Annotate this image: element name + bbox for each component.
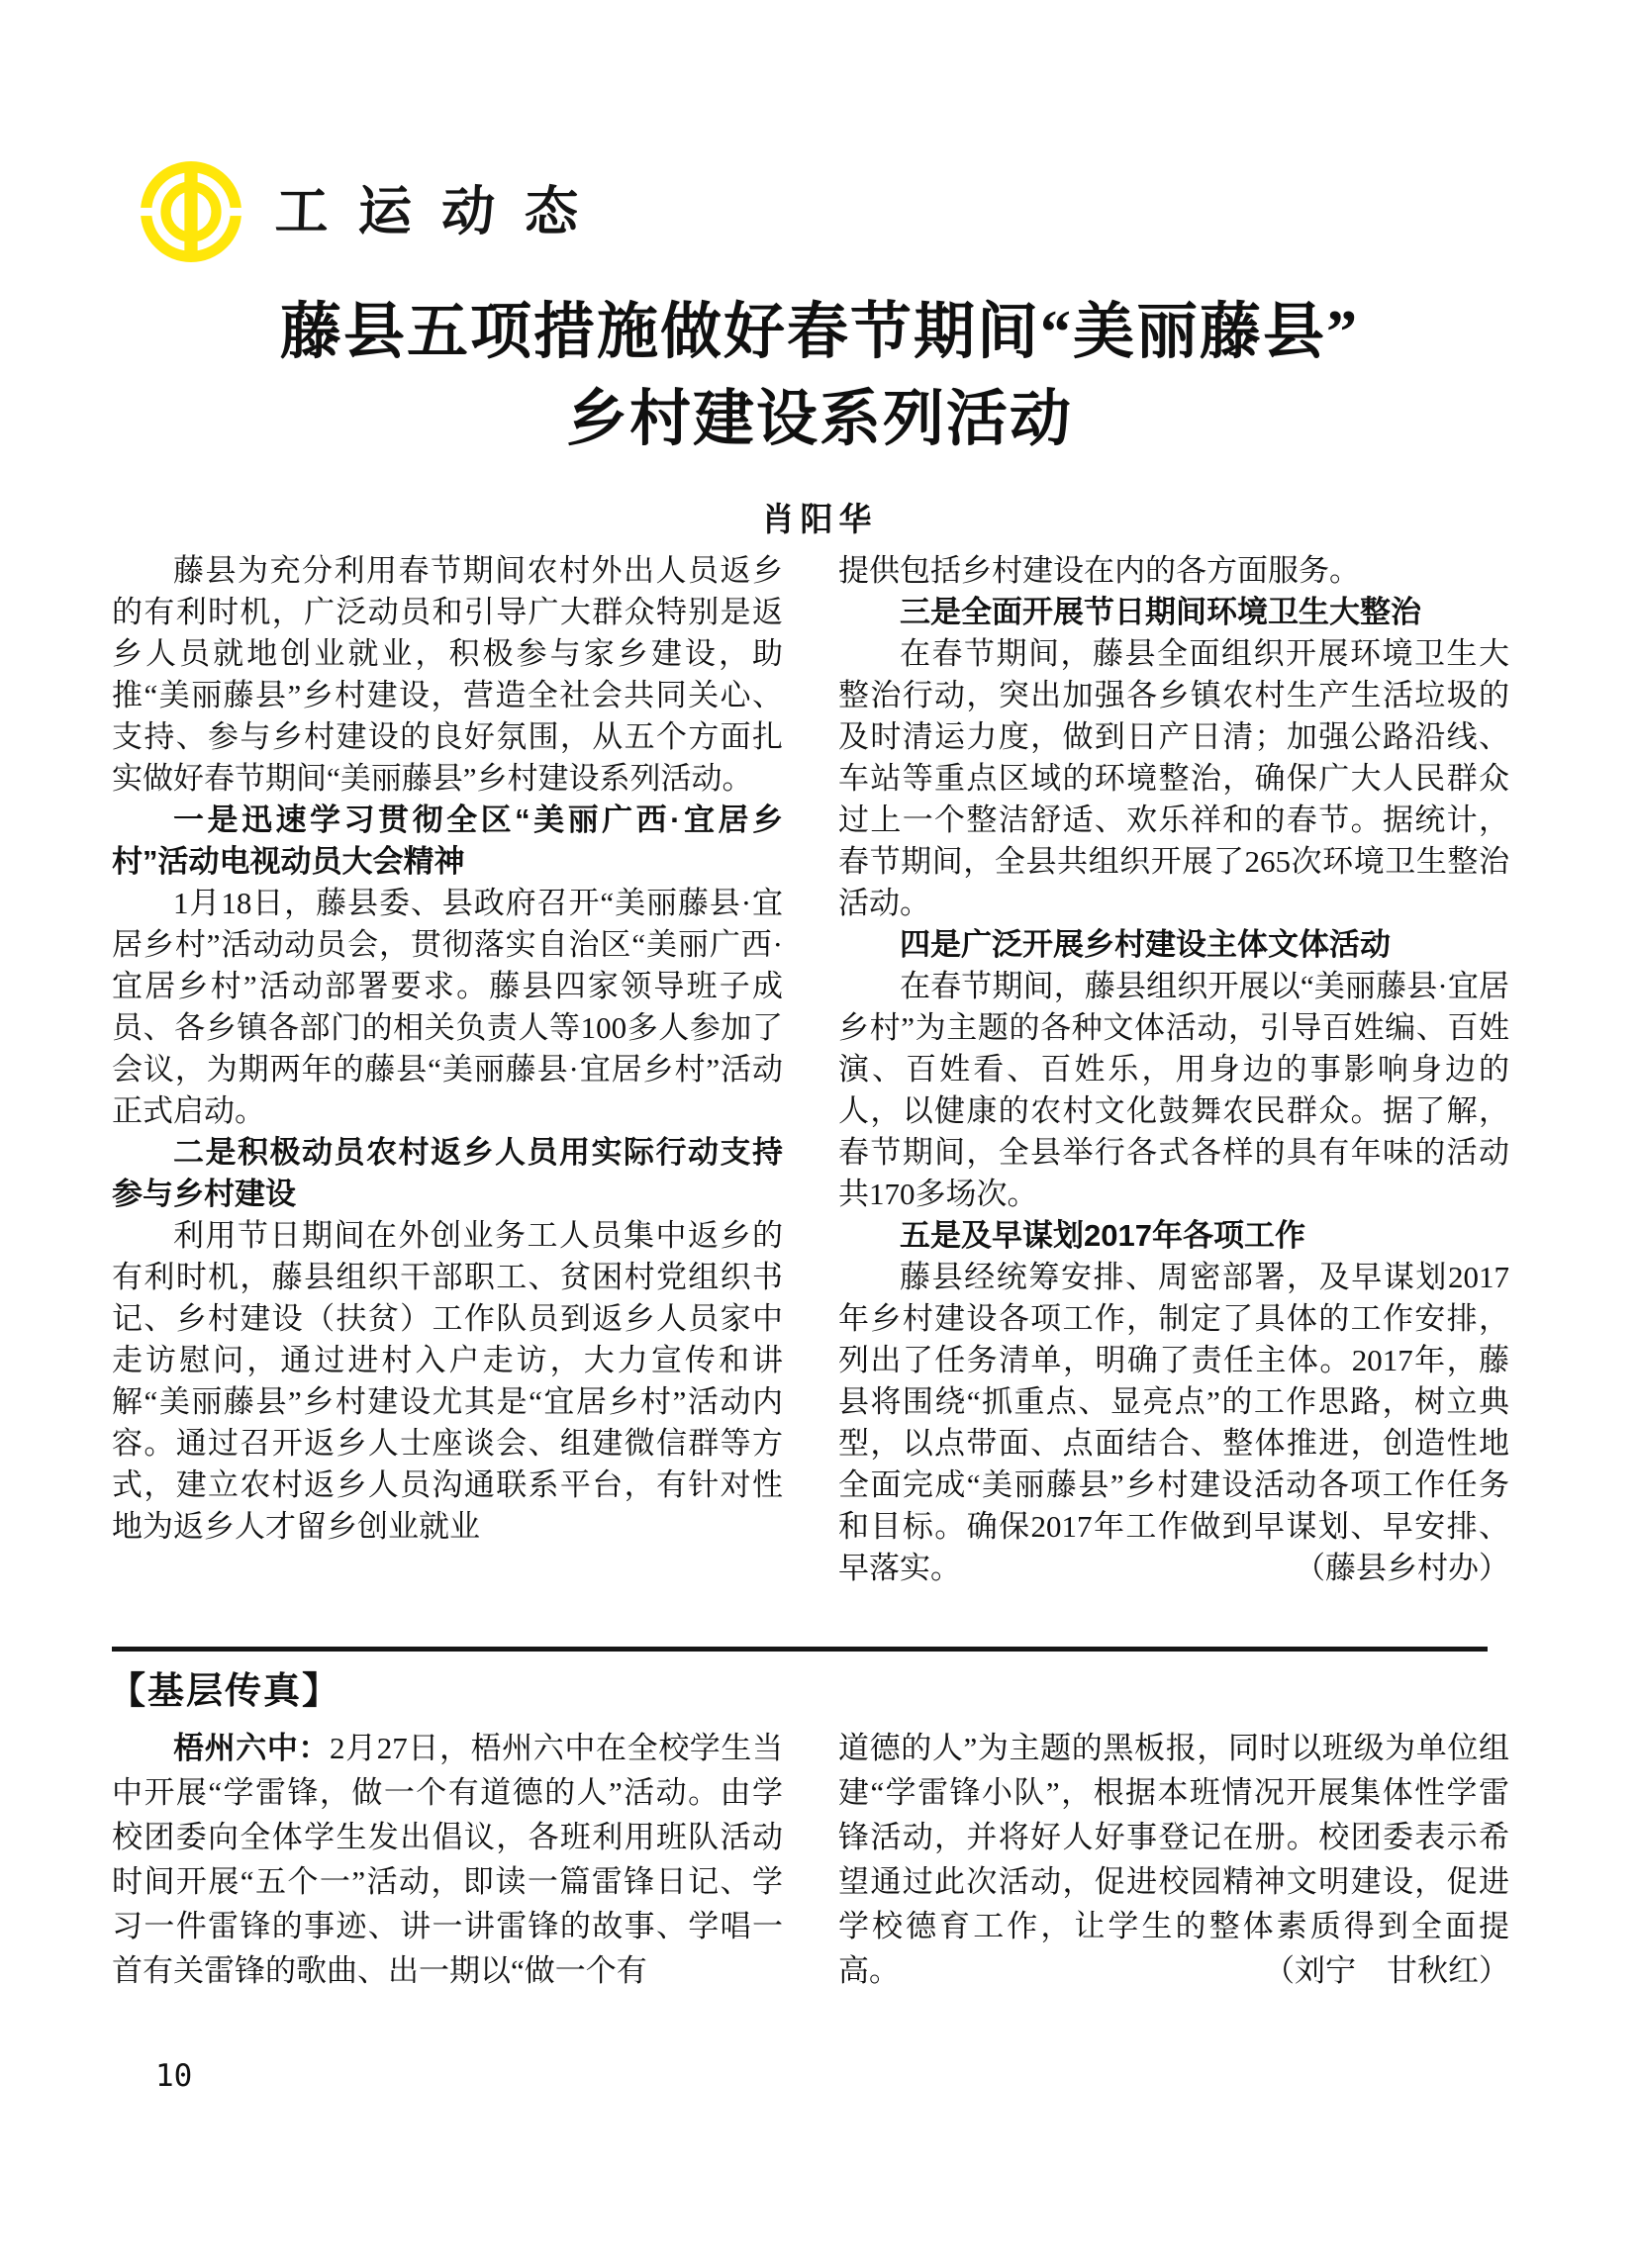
brief-paragraph — [112, 1726, 783, 1993]
subheading-1: 一是迅速学习贯彻全区“美丽广西·宜居乡村”活动电视动员大会精神 — [112, 803, 783, 879]
page-number: 10 — [155, 2058, 193, 2094]
briefs-section-header: 【基层传真】 — [109, 1670, 340, 1711]
trade-union-emblem-icon — [141, 161, 241, 262]
article-left-column — [112, 550, 783, 1589]
paragraph-text: 藤县经统筹安排、周密部署，及早谋划2017年乡村建设各项工作，制定了具体的工作安排，列出了任务清单，明确了责任主体。2017年，藤县将围绕“抓重点、显亮点”的工作思路，树立典型，以点带面、点面结合、整体推进，创造性地全面完成“美丽藤县”乡村建设活动各项工作任务和目标。确保2017年工作做到早谋划、早安排、早落实。 — [838, 1260, 1509, 1585]
paragraph: 1月18日，藤县委、县政府召开“美丽藤县·宜居乡村”活动动员会，贯彻落实自治区“美丽广西·宜居乡村”活动部署要求。藤县四家领导班子成员、各乡镇各部门的相关负责人等100多人参加了会议，为期两年的藤县“美丽藤县·宜居乡村”活动正式启动。 — [112, 886, 783, 1128]
article-right-column — [838, 550, 1509, 1589]
section-divider — [112, 1647, 1488, 1652]
briefs-left-column — [112, 1726, 783, 1993]
article-title-line2: 乡村建设系列活动 — [565, 386, 1073, 453]
brief-text: 2月27日，梧州六中在全校学生当中开展“学雷锋，做一个有道德的人”活动。由学校团委向全体学生发出倡议，各班利用班队活动时间开展“五个一”活动，即读一篇雷锋日记、学习一件雷锋的事迹、讲一讲雷锋的故事、学唱一首有关雷锋的歌曲、出一期以“做一个有 — [112, 1731, 784, 1988]
article-title-line1: 藤县五项措施做好春节期间“美丽藤县” — [279, 299, 1359, 366]
paragraph: 在春节期间，藤县组织开展以“美丽藤县·宜居乡村”为主题的各种文体活动，引导百姓编、百姓演、百姓看、百姓乐，用身边的事影响身边的人，以健康的农村文化鼓舞农民群众。据了解，春节期间，全县举行各式各样的具有年味的活动共170多场次。 — [838, 969, 1509, 1211]
subheading-2: 二是积极动员农村返乡人员用实际行动支持参与乡村建设 — [112, 1135, 783, 1211]
masthead-title: 工运动态 — [273, 182, 610, 241]
paragraph-continuation: 提供包括乡村建设在内的各方面服务。 — [838, 553, 1360, 588]
briefs-right-column — [838, 1726, 1509, 1993]
brief-paragraph-continuation — [838, 1726, 1509, 1993]
subheading-4: 四是广泛开展乡村建设主体文体活动 — [900, 927, 1391, 962]
article-title — [0, 289, 1639, 463]
paragraph: 利用节日期间在外创业务工人员集中返乡的有利时机，藤县组织干部职工、贫困村党组织书记、乡村建设（扶贫）工作队员到返乡人员家中走访慰问，通过进村入户走访，大力宣传和讲解“美丽藤县”乡村建设尤其是“宜居乡村”活动内容。通过召开返乡人士座谈会、组建微信群等方式，建立农村返乡人员沟通联系平台，有针对性地为返乡人才留乡创业就业 — [112, 1218, 783, 1544]
subheading-3: 三是全面开展节日期间环境卫生大整治 — [900, 595, 1421, 629]
briefs-body — [112, 1726, 1509, 1993]
article-author: 肖阳华 — [761, 501, 878, 537]
article-attribution: （藤县乡村办） — [1295, 1551, 1509, 1585]
brief-text: 道德的人”为主题的黑板报，同时以班级为单位组建“学雷锋小队”，根据本班情况开展集体性学雷锋活动，并将好人好事登记在册。校团委表示希望通过此次活动，促进校园精神文明建设，促进学校德育工作，让学生的整体素质得到全面提高。 — [838, 1731, 1509, 1988]
article-body — [112, 550, 1509, 1589]
masthead — [141, 161, 608, 262]
paragraph: 藤县为充分利用春节期间农村外出人员返乡的有利时机，广泛动员和引导广大群众特别是返乡人员就地创业就业，积极参与家乡建设，助推“美丽藤县”乡村建设，营造全社会共同关心、支持、参与乡村建设的良好氛围，从五个方面扎实做好春节期间“美丽藤县”乡村建设系列活动。 — [112, 553, 783, 796]
brief-source-label: 梧州六中： — [173, 1731, 331, 1765]
subheading-5: 五是及早谋划2017年各项工作 — [900, 1218, 1305, 1253]
brief-attribution: （刘宁 甘秋红） — [1264, 1953, 1509, 1988]
paragraph — [838, 1257, 1509, 1589]
paragraph: 在春节期间，藤县全面组织开展环境卫生大整治行动，突出加强各乡镇农村生产生活垃圾的及时清运力度，做到日产日清；加强公路沿线、车站等重点区域的环境整治，确保广大人民群众过上一个整洁舒适、欢乐祥和的春节。据统计，春节期间，全县共组织开展了265次环境卫生整治活动。 — [838, 636, 1509, 920]
